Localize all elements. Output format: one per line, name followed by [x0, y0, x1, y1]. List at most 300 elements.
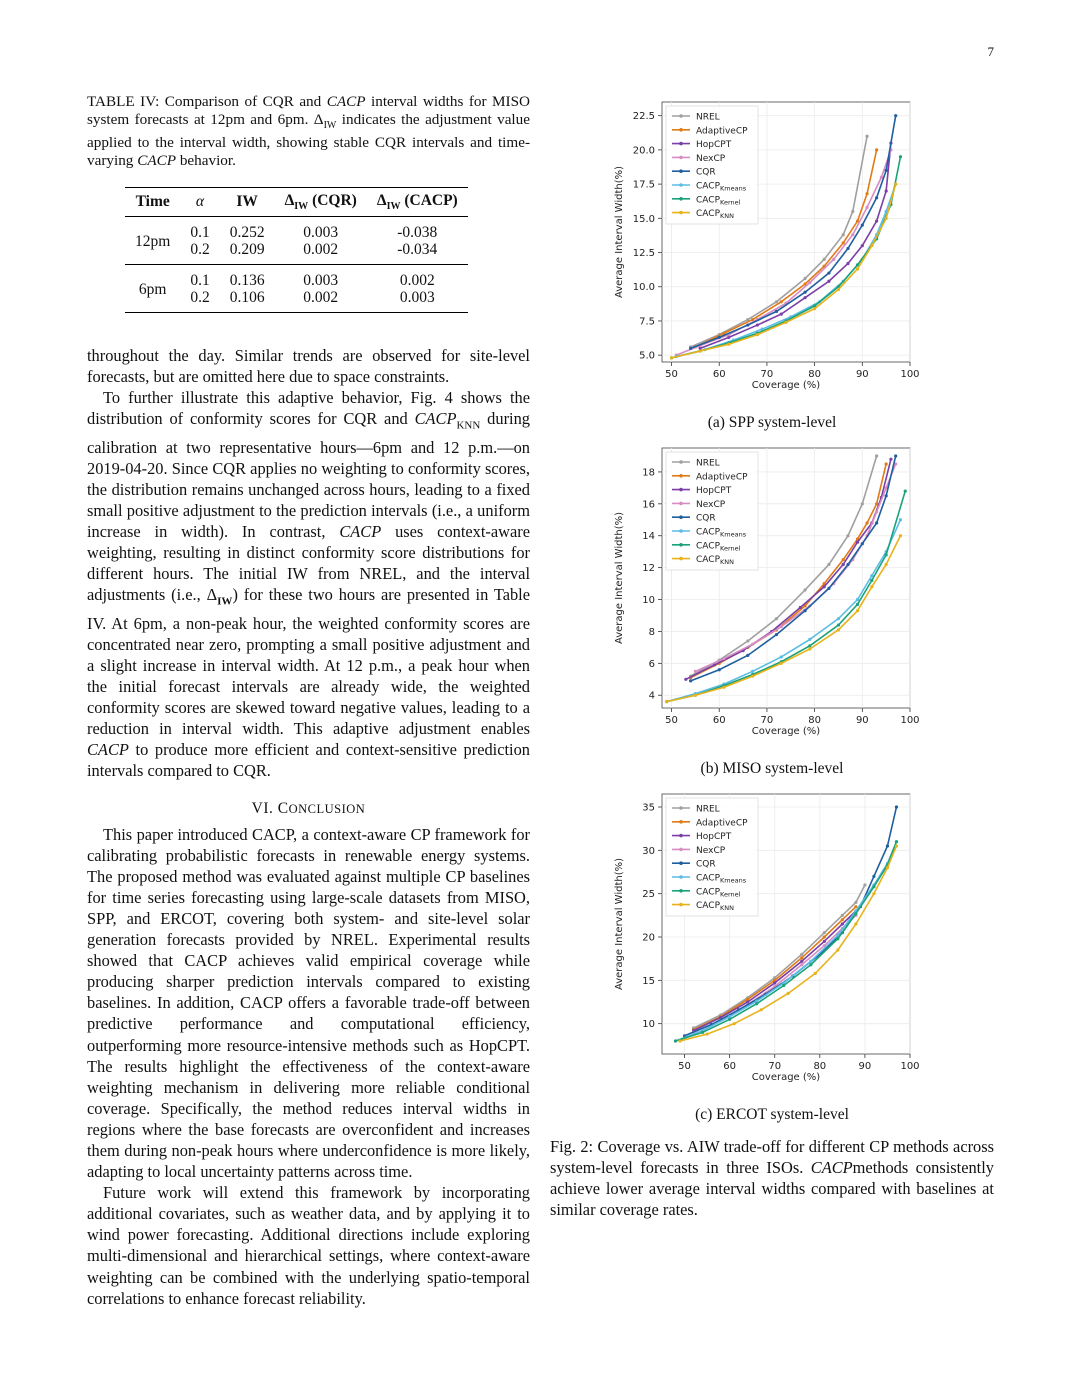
cacp-term: CACP: [87, 740, 129, 760]
x-tick-label: 70: [760, 369, 774, 380]
y-tick-label: 25: [642, 889, 655, 901]
x-tick-label: 90: [858, 1061, 872, 1072]
legend-label: CQR: [696, 859, 716, 870]
data-point-NREL: [775, 617, 778, 620]
data-point-NexCP: [875, 510, 878, 513]
data-point-CACPKNN: [856, 267, 859, 270]
legend-label: $CACP_{KNN}$: [696, 555, 734, 567]
legend-marker: [679, 211, 683, 215]
delta-symbol: Δ: [376, 192, 387, 210]
data-point-CACPKmeans: [870, 574, 873, 577]
legend-marker: [679, 142, 683, 146]
data-point-CACPKNN: [813, 307, 816, 310]
data-point-CACPKNN: [665, 700, 668, 703]
data-point-NREL: [827, 563, 830, 566]
data-point-HopCPT: [823, 940, 826, 943]
data-point-CQR: [827, 587, 830, 590]
x-axis-label: Coverage (%): [751, 726, 821, 737]
delta-symbol: Δ: [284, 192, 295, 210]
x-tick-label: 100: [900, 1061, 920, 1072]
y-axis-label: Average Interval Width(%): [614, 165, 625, 299]
data-point-CACPKNN: [751, 674, 754, 677]
data-point-CACPKernel: [904, 489, 907, 492]
data-point-HopCPT: [885, 189, 888, 192]
data-point-CQR: [885, 494, 888, 497]
data-point-CACPKmeans: [899, 518, 902, 521]
section-number: VI.: [251, 799, 274, 817]
data-point-CACPKNN: [894, 183, 897, 186]
y-tick-label: 6: [648, 658, 655, 670]
legend-marker: [679, 156, 683, 160]
col-iw: IW: [220, 188, 275, 217]
y-tick-label: 35: [642, 802, 655, 814]
legend-marker: [679, 197, 683, 201]
y-tick-label: 7.5: [639, 316, 655, 328]
chart-miso: [550, 444, 994, 756]
data-point-CACPKNN: [722, 686, 725, 689]
x-tick-label: 60: [712, 369, 726, 380]
data-point-NREL: [842, 233, 845, 236]
legend-label: $CACP_{KNN}$: [696, 901, 734, 913]
data-point-NREL: [803, 277, 806, 280]
legend-marker: [679, 474, 683, 478]
legend-marker: [679, 875, 683, 879]
x-tick-label: 90: [855, 715, 869, 726]
table-cell: -0.034: [367, 241, 468, 265]
legend: [666, 106, 758, 224]
data-point-HopCPT: [756, 323, 759, 326]
data-point-HopCPT: [727, 336, 730, 339]
data-point-NexCP: [722, 657, 725, 660]
table-cell: 0.003: [303, 272, 339, 290]
subcaption-b: (b) MISO system-level: [700, 760, 844, 777]
legend-subscript: Kmeans: [720, 184, 747, 193]
data-point-AdaptiveCP: [800, 956, 803, 959]
data-point-CACPKNN: [899, 534, 902, 537]
x-tick-label: 90: [855, 369, 869, 380]
table-caption-text: interval widths for MISO system forecasts at 12pm and 6pm.: [87, 93, 530, 128]
x-tick-label: 50: [665, 715, 678, 726]
data-point-HopCPT: [889, 458, 892, 461]
legend-label: $CACP_{Kernel}$: [696, 887, 741, 899]
y-tick-label: 10: [642, 595, 655, 607]
legend-marker: [679, 806, 683, 810]
legend-marker: [679, 529, 683, 533]
x-tick-label: 60: [723, 1061, 737, 1072]
data-point-CQR: [775, 310, 778, 313]
legend-subscript: Kmeans: [720, 876, 747, 885]
legend-subscript: Kernel: [720, 544, 741, 553]
data-point-HopCPT: [856, 541, 859, 544]
data-point-CACPKNN: [784, 321, 787, 324]
legend-label: $CACP_{Kmeans}$: [696, 181, 747, 193]
y-tick-label: 10: [642, 1019, 655, 1031]
data-point-CACPKNN: [870, 244, 873, 247]
legend-label: AdaptiveCP: [696, 818, 748, 829]
y-tick-label: 16: [642, 499, 655, 511]
data-point-CACPKNN: [872, 892, 875, 895]
data-point-NREL: [823, 931, 826, 934]
text-run: during calibration at two representative hours—6pm and 12 p.m.—on 2019-04-20. Since CQR applies no weighting to conformity scores, the distribution remains unchanged across hours, leading to a fixed small positive adjustment to the prediction intervals (i.e., a uniform increase in width). In contrast,: [87, 409, 530, 542]
x-tick-label: 80: [808, 715, 821, 726]
y-tick-label: 12.5: [632, 248, 655, 260]
table-cell: 0.1: [190, 224, 210, 242]
legend-label: $CACP_{Kmeans}$: [696, 527, 747, 539]
y-tick-label: 22.5: [632, 111, 655, 123]
data-point-CACPKernel: [755, 1002, 758, 1005]
legend-marker: [679, 861, 683, 865]
data-point-CACPKernel: [895, 840, 898, 843]
data-point-CQR: [718, 668, 721, 671]
data-point-CQR: [886, 844, 889, 847]
table-caption: [87, 93, 530, 169]
legend-label: NREL: [696, 112, 720, 123]
x-axis-label: Coverage (%): [751, 380, 821, 391]
table-cell: 0.136: [229, 272, 265, 290]
delta-subscript: IW: [217, 595, 233, 608]
data-point-HopCPT: [827, 280, 830, 283]
data-point-CQR: [875, 196, 878, 199]
data-point-AdaptiveCP: [875, 148, 878, 151]
data-point-AdaptiveCP: [865, 521, 868, 524]
data-point-CACPKernel: [872, 885, 875, 888]
chart-spp: [550, 98, 994, 410]
data-point-CACPKmeans: [856, 598, 859, 601]
data-point-CQR: [861, 224, 864, 227]
legend-marker: [679, 502, 683, 506]
data-point-CACPKNN: [694, 694, 697, 697]
y-tick-label: 5.0: [639, 350, 655, 362]
legend-label: $CACP_{Kernel}$: [696, 195, 741, 207]
y-tick-label: 4: [648, 690, 655, 702]
legend-marker: [679, 128, 683, 132]
section-title-initial: C: [277, 799, 289, 817]
data-point-CACPKmeans: [809, 960, 812, 963]
legend-box: [666, 452, 758, 570]
data-point-CACPKNN: [678, 1039, 681, 1042]
data-point-AdaptiveCP: [842, 241, 845, 244]
data-point-CQR: [885, 169, 888, 172]
y-tick-label: 12: [642, 563, 655, 575]
legend-label: $CACP_{Kernel}$: [696, 541, 741, 553]
right-column: [550, 98, 994, 1220]
page-number: 7: [987, 44, 994, 59]
table-cell: 0.002: [399, 272, 435, 290]
y-tick-label: 20: [642, 932, 655, 944]
data-point-NexCP: [865, 206, 868, 209]
data-point-CACPKernel: [836, 937, 839, 940]
data-point-HopCPT: [823, 585, 826, 588]
data-point-CACPKernel: [808, 644, 811, 647]
x-tick-label: 60: [712, 715, 726, 726]
data-point-CACPKNN: [699, 349, 702, 352]
x-tick-label: 70: [768, 1061, 782, 1072]
data-point-HopCPT: [842, 563, 845, 566]
data-point-AdaptiveCP: [885, 462, 888, 465]
legend-label: HopCPT: [696, 140, 732, 151]
data-point-HopCPT: [875, 219, 878, 222]
table-cell: 0.003: [303, 224, 339, 242]
col-delta-cqr: [275, 188, 367, 217]
table-cell: 0.106: [220, 289, 275, 313]
table-row: [125, 265, 468, 290]
data-point-AdaptiveCP: [842, 558, 845, 561]
data-point-CACPKNN: [886, 866, 889, 869]
data-point-CQR: [803, 291, 806, 294]
table-cell: 0.209: [220, 241, 275, 265]
data-point-CACPKmeans: [808, 638, 811, 641]
legend-box: [666, 798, 758, 916]
legend-marker: [679, 889, 683, 893]
data-point-CACPKernel: [674, 1039, 677, 1042]
x-tick-label: 100: [900, 369, 920, 380]
data-point-NexCP: [780, 625, 783, 628]
chart-ercot: [550, 790, 994, 1102]
text-run: uses context-aware weighting, resulting in distinct conformity score distributions for different hours. The initial IW from NREL, and the interval adjustments (i.e.,: [87, 522, 530, 605]
data-point-CACPKernel: [854, 912, 857, 915]
legend-marker: [679, 820, 683, 824]
x-tick-label: 50: [665, 369, 678, 380]
section-title-rest: ONCLUSION: [288, 801, 366, 816]
legend-box: [666, 106, 758, 224]
x-axis-label: Coverage (%): [751, 1072, 821, 1083]
legend-label: AdaptiveCP: [696, 126, 748, 137]
table-iv: [125, 187, 468, 313]
data-point-HopCPT: [699, 347, 702, 350]
legend-marker: [679, 903, 683, 907]
section-heading: [87, 800, 530, 818]
data-point-AdaptiveCP: [823, 935, 826, 938]
data-point-CACPKNN: [756, 333, 759, 336]
data-point-CACPKNN: [760, 1008, 763, 1011]
table-caption-text: behavior.: [176, 151, 236, 169]
paragraph-3: This paper introduced CACP, a context-aware CP framework for calibrating probabilistic forecasts in renewable energy systems. The proposed method was evaluated against multiple CP baselines for time series forecasting using large-scale datasets from MISO, SPP, and ERCOT, covering both system- and site-level solar generation forecasts provided by NREL. Experimental results showed that CACP achieves valid empirical coverage while producing sharper prediction intervals compared to existing baselines. In addition, CACP offers a favorable trade-off between predictive performance and computational efficiency, outperforming more resource-intensive methods such as HopCPT. The results highlight the effectiveness of the context-aware weighting mechanism in delivering more reliable conditional coverage. Specifically, the method reduces interval widths in regions where the base forecasts are overconfident and increases them during non-peak hours where underconfidence is more likely, adapting to local uncertainty patterns across time.: [87, 824, 530, 1182]
legend-label: AdaptiveCP: [696, 472, 748, 483]
data-point-NREL: [823, 258, 826, 261]
data-point-HopCPT: [780, 313, 783, 316]
data-point-CACPKernel: [837, 623, 840, 626]
data-point-NREL: [846, 534, 849, 537]
data-point-HopCPT: [800, 960, 803, 963]
legend-label: $CACP_{KNN}$: [696, 209, 734, 221]
data-point-HopCPT: [846, 262, 849, 265]
data-point-CACPKNN: [856, 609, 859, 612]
data-point-NexCP: [694, 670, 697, 673]
data-point-CACPKmeans: [837, 617, 840, 620]
y-tick-label: 15.0: [632, 213, 655, 225]
legend: [666, 452, 758, 570]
y-axis-label: Average Interval Width(%): [614, 511, 625, 645]
cacp-term: CACP: [137, 151, 177, 169]
data-point-NREL: [851, 210, 854, 213]
legend-marker: [679, 557, 683, 561]
data-point-CACPKernel: [899, 155, 902, 158]
data-point-NREL: [875, 454, 878, 457]
cacp-term: CACP: [326, 93, 366, 110]
table-caption-text: indicates the adjustment value applied to the interval width, showing stable CQR intervals and time-varying: [87, 110, 530, 169]
legend-label: HopCPT: [696, 832, 732, 843]
data-point-CACPKNN: [814, 972, 817, 975]
time-cell: 6pm: [125, 265, 180, 313]
data-point-CQR: [775, 633, 778, 636]
legend-subscript: KNN: [720, 212, 734, 221]
legend-label: HopCPT: [696, 486, 732, 497]
legend-label: CQR: [696, 167, 716, 178]
table-row: [125, 217, 468, 242]
data-point-CQR: [846, 247, 849, 250]
delta-symbol: Δ: [313, 110, 324, 128]
y-tick-label: 18: [642, 467, 655, 479]
data-point-CACPKernel: [856, 603, 859, 606]
data-point-CACPKNN: [733, 1022, 736, 1025]
data-point-AdaptiveCP: [780, 300, 783, 303]
legend-marker: [679, 114, 683, 118]
data-point-NREL: [803, 588, 806, 591]
y-tick-label: 10.0: [632, 282, 655, 294]
legend-label: NexCP: [696, 499, 726, 510]
subcaption-c: (c) ERCOT system-level: [695, 1106, 849, 1123]
legend-subscript: Kernel: [720, 198, 741, 207]
data-point-NREL: [863, 883, 866, 886]
data-point-HopCPT: [799, 606, 802, 609]
legend-label: NexCP: [696, 845, 726, 856]
data-point-CACPKernel: [885, 553, 888, 556]
legend-label: NREL: [696, 458, 720, 469]
data-point-CACPKernel: [809, 963, 812, 966]
figure-caption-text: Fig. 2: Coverage vs. AIW trade-off for different CP methods across system-level forecasts in three ISOs.: [550, 1137, 994, 1177]
data-point-NREL: [775, 300, 778, 303]
col-delta-cacp: [367, 188, 468, 217]
legend-marker: [679, 848, 683, 852]
data-point-CQR: [718, 336, 721, 339]
table-cell: 0.002: [275, 289, 367, 313]
data-point-HopCPT: [684, 678, 687, 681]
legend-marker: [679, 460, 683, 464]
data-point-NexCP: [832, 258, 835, 261]
data-point-CQR: [827, 271, 830, 274]
data-point-CACPKernel: [728, 1018, 731, 1021]
data-point-CACPKNN: [870, 585, 873, 588]
x-tick-label: 80: [808, 369, 821, 380]
data-point-CQR: [746, 323, 749, 326]
data-point-CACPKNN: [885, 563, 888, 566]
figure-caption: [550, 1136, 994, 1220]
data-point-CQR: [803, 609, 806, 612]
data-point-CACPKNN: [727, 343, 730, 346]
subcaption-a: (a) SPP system-level: [707, 414, 837, 431]
x-tick-label: 80: [813, 1061, 827, 1072]
x-tick-label: 100: [900, 715, 920, 726]
table-cell: 0.2: [180, 241, 219, 265]
col-label: (CACP): [404, 192, 458, 210]
data-point-NREL: [841, 914, 844, 917]
data-point-CACPKNN: [808, 647, 811, 650]
table-header-row: [125, 188, 468, 217]
data-point-CACPKernel: [782, 984, 785, 987]
legend-marker: [679, 834, 683, 838]
data-point-CACPKernel: [870, 579, 873, 582]
text-run: to produce more efficient and context-sensitive prediction intervals compared to CQR.: [87, 740, 530, 781]
legend-subscript: KNN: [720, 558, 734, 567]
table-cell: 0.252: [229, 224, 265, 242]
text-run: ) for these two hours are presented in Table IV. At 6pm, a non-peak hour, the weighted conformity scores are concentrated near zero, prompting a small positive adjustment and a slight increase in interval width. At 12 p.m., a peak hour when the initial forecast intervals are already wide, the weighted conformity scores are skewed toward negative values, leading to a reduction in interval width. This adaptive adjustment enables: [87, 585, 530, 739]
data-point-CACPKNN: [836, 948, 839, 951]
data-point-CQR: [689, 347, 692, 350]
paragraph-1: throughout the day. Similar trends are observed for site-level forecasts, but are omitted here due to space constraints.: [87, 346, 530, 387]
data-point-CACPKNN: [885, 217, 888, 220]
legend-marker: [679, 488, 683, 492]
data-point-CACPKNN: [670, 356, 673, 359]
data-point-CQR: [872, 875, 875, 878]
data-point-CACPKNN: [837, 628, 840, 631]
data-point-NREL: [854, 901, 857, 904]
data-point-NexCP: [751, 643, 754, 646]
data-point-AdaptiveCP: [841, 918, 844, 921]
data-point-CACPKNN: [854, 922, 857, 925]
data-point-NexCP: [808, 281, 811, 284]
y-axis-label: Average Interval Width(%): [614, 857, 625, 991]
col-time: Time: [125, 188, 180, 217]
subscript: KNN: [456, 419, 481, 432]
y-tick-label: 14: [642, 531, 655, 543]
time-cell: 12pm: [125, 217, 180, 265]
table-label: TABLE IV:: [87, 93, 160, 110]
data-point-CQR: [746, 654, 749, 657]
delta-subscript: IW: [386, 201, 401, 213]
data-point-NexCP: [800, 963, 803, 966]
data-point-CQR: [875, 521, 878, 524]
data-point-CQR: [895, 805, 898, 808]
data-point-CQR: [894, 454, 897, 457]
figure-caption-text: methods consistently achieve lower average interval widths compared with baselines at similar coverage rates.: [550, 1158, 994, 1219]
legend-subscript: KNN: [720, 904, 734, 913]
delta-subscript: IW: [294, 201, 309, 213]
table-caption-text: Comparison of CQR and: [159, 93, 327, 110]
y-tick-label: 17.5: [632, 179, 655, 191]
table-cell: 0.1: [190, 272, 210, 290]
x-tick-label: 50: [678, 1061, 691, 1072]
data-point-CQR: [894, 114, 897, 117]
data-point-NREL: [800, 953, 803, 956]
x-tick-label: 70: [760, 715, 774, 726]
legend-marker: [679, 169, 683, 173]
data-point-CACPKmeans: [780, 655, 783, 658]
y-tick-label: 30: [642, 845, 655, 857]
y-tick-label: 8: [648, 626, 655, 638]
legend-marker: [679, 183, 683, 187]
data-point-NREL: [746, 639, 749, 642]
data-point-CQR: [861, 542, 864, 545]
col-label: (CQR): [312, 192, 357, 210]
legend-label: $CACP_{Kmeans}$: [696, 873, 747, 885]
data-point-HopCPT: [803, 296, 806, 299]
data-point-CACPKNN: [780, 662, 783, 665]
paragraph-4: Future work will extend this framework by incorporating additional covariates, such as weather data, and by applying it to wind power forecasting. Additional directions include exploring multi-dimensional and hierarchical settings, where context-aware weighting can be combined with the underlying spatio-temporal correlations to enhance forecast reliability.: [87, 1183, 530, 1308]
table-cell: 0.003: [367, 289, 468, 313]
data-point-NexCP: [880, 176, 883, 179]
legend-subscript: Kmeans: [720, 530, 747, 539]
left-column: [87, 93, 530, 1309]
legend-marker: [679, 515, 683, 519]
table-cell: 0.2: [180, 289, 219, 313]
data-point-CACPKNN: [705, 1032, 708, 1035]
legend-label: NREL: [696, 804, 720, 815]
data-point-HopCPT: [861, 244, 864, 247]
delta-subscript: IW: [323, 119, 337, 131]
cacp-term: CACP: [339, 522, 382, 542]
data-point-NREL: [865, 135, 868, 138]
data-point-CQR: [846, 563, 849, 566]
